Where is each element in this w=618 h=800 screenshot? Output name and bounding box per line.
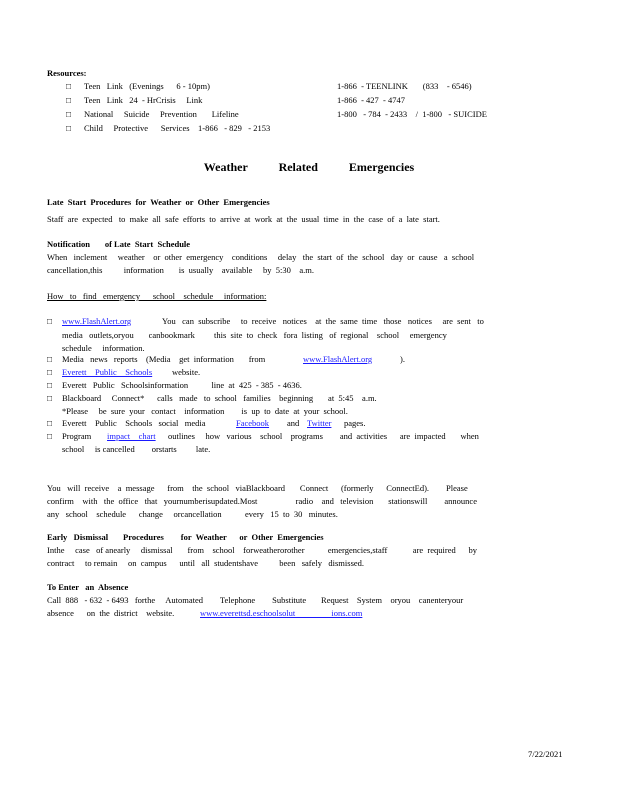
bullet-text: pages. [344,418,366,428]
bullet-icon: □ [66,95,72,105]
twitter-link[interactable]: Twitter [307,418,332,428]
bullet-text: outlines how various school programs and activities are impacted when [168,431,479,441]
page-title: Weather Related Emergencies [203,160,415,174]
absence-line: absence on the district website. [47,608,175,618]
late-start-heading: Late Start Procedures for Weather or Other Emergencies [47,197,270,207]
resource-name: Teen Link 24 - HrCrisis Link [84,95,203,105]
bullet-icon: □ [47,380,53,390]
receive-line: You will receive a message from the school viaBlackboard Connect (formerly ConnectEd). Please [47,483,468,493]
bullet-text: Blackboard Connect* calls made to school families beginning at 5:45 a.m. [62,393,377,403]
bullet-text: Media news reports (Media get information from [62,354,266,364]
facebook-link[interactable]: Facebook [236,418,270,428]
bullet-text: You can subscribe to receive notices at the same time those notices are sent to [162,316,484,326]
bullet-icon: □ [66,109,72,119]
notification-line: cancellation,this information is usually available by 5:30 a.m. [47,265,314,275]
early-dismissal-line: Inthe case of anearly dismissal from school forweatherorother emergencies,staff are required by [47,545,477,555]
receive-line: any school schedule change orcancellation every 15 to 30 minutes. [47,509,338,519]
bullet-icon: □ [47,354,53,364]
absence-website-link[interactable]: www.everettsd.eschoolsolut ions.com [200,608,363,618]
bullet-icon: □ [66,81,72,91]
bullet-text: school is cancelled orstarts late. [62,444,211,454]
bullet-icon: □ [47,418,53,428]
eps-website-link[interactable]: Everett Public Schools [62,367,153,377]
bullet-text: Program [62,431,92,441]
flashalert-link[interactable]: www.FlashAlert.org [303,354,373,364]
bullet-text: and [287,418,300,428]
absence-line: Call 888 - 632 - 6493 forthe Automated Telephone Substitute Request System oryou canenteryour [47,595,464,605]
notification-line: When inclement weather or other emergency conditions delay the start of the school day or cause a school [47,252,475,262]
resource-number: 1-866 - 427 - 4747 [337,95,405,105]
bullet-text: ). [400,354,405,364]
resource-name: National Suicide Prevention Lifeline [84,109,239,119]
bullet-text: media outlets,oryou canbookmark this site to check fora listing of regional school emergency [62,330,447,340]
bullet-text: schedule information. [62,343,145,353]
bullet-icon: □ [47,316,53,326]
bullet-icon: □ [47,431,53,441]
resource-number: 1-800 - 784 - 2433 / 1-800 - SUICIDE [337,109,487,119]
bullet-icon: □ [66,123,72,133]
resource-name: Child Protective Services 1-866 - 829 - 2153 [84,123,271,133]
bullet-text: Everett Public Schools social media [62,418,206,428]
receive-line: confirm with the office that yournumberisupdated.Most radio and television stationswill announce [47,496,477,506]
notification-heading: Notification of Late Start Schedule [47,239,191,249]
how-to-heading: How to find emergency school schedule information: [47,291,267,301]
absence-heading: To Enter an Absence [47,582,129,592]
resource-name: Teen Link (Evenings 6 - 10pm) [84,81,210,91]
bullet-icon: □ [47,367,53,377]
resource-number: 1-866 - TEENLINK (833 - 6546) [337,81,472,91]
resources-label: Resources: [47,68,87,78]
bullet-icon: □ [47,393,53,403]
bullet-text: Everett Public Schoolsinformation line at 425 - 385 - 4636. [62,380,302,390]
early-dismissal-heading: Early Dismissal Procedures for Weather or Other Emergencies [47,532,324,542]
bullet-text: *Please be sure your contact information is up to date at your school. [62,406,348,416]
late-start-text: Staff are expected to make all safe efforts to arrive at work at the usual time in the case of a late start. [47,214,440,224]
bullet-text: website. [172,367,201,377]
early-dismissal-line: contract to remain on campus until all studentshave been safely dismissed. [47,558,365,568]
footer-date: 7/22/2021 [528,749,563,759]
flashalert-link[interactable]: www.FlashAlert.org [62,316,132,326]
impact-chart-link[interactable]: impact chart [107,431,156,441]
